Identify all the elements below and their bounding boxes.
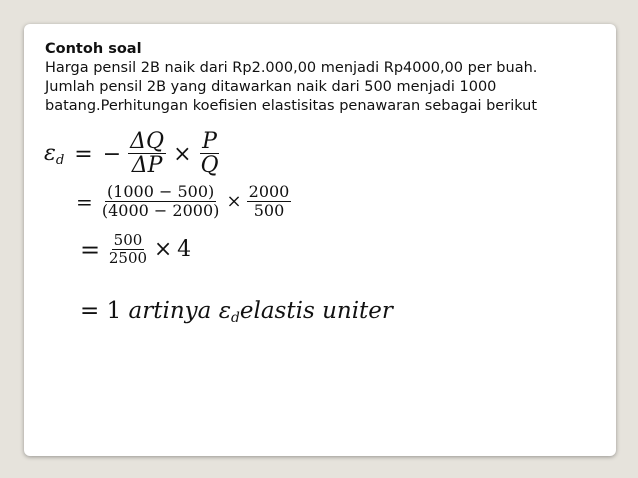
times-sign: × [226,191,242,213]
equals-sign: = [76,189,93,214]
denominator: 2500 [108,248,148,267]
equals-sign: = [80,235,101,264]
factor-value: 4 [177,237,192,263]
formula-step-2 [76,184,291,219]
problem-text [45,40,605,116]
fraction-dq-dp [128,130,166,178]
minus-sign: − [102,141,122,167]
fraction-quantity-over-price [100,184,222,219]
times-sign: × [173,141,192,167]
denominator: 500 [253,200,285,220]
problem-line-1: Harga pensil 2B naik dari Rp2.000,00 menjadi Rp4000,00 per buah. [45,60,538,76]
formula-step-4 [80,298,393,326]
problem-line-3: batang.Perhitungan koefisien elastisitas penawaran sebagai berikut [45,98,538,114]
epsilon-symbol: $\varepsilon_d$ [218,298,240,327]
word-artinya: artinya [128,298,212,324]
denominator: ΔP [131,153,163,179]
epsilon-symbol: $\varepsilon_d$ [44,140,65,168]
problem-title: Contoh soal [45,41,142,57]
numerator: 500 [113,231,143,249]
numerator: P [202,129,217,154]
problem-line-2: Jumlah pensil 2B yang ditawarkan naik dari 500 menjadi 1000 [45,79,497,95]
times-sign: × [153,237,173,263]
equals-sign: = [80,298,100,324]
denominator: (4000 − 2000) [101,200,220,220]
numerator: ΔQ [130,129,165,154]
result-value: 1 [106,298,122,324]
formula-step-3 [80,233,191,266]
fraction-price-over-quantity [247,184,292,219]
formula-step-1 [44,130,221,178]
denominator: Q [200,153,219,179]
numerator: (1000 − 500) [106,182,215,201]
equals-sign: = [74,141,93,167]
result-description: elastis uniter [239,298,393,324]
fraction-500-2500 [107,233,149,266]
numerator: 2000 [248,182,290,201]
fraction-p-q [199,130,221,178]
